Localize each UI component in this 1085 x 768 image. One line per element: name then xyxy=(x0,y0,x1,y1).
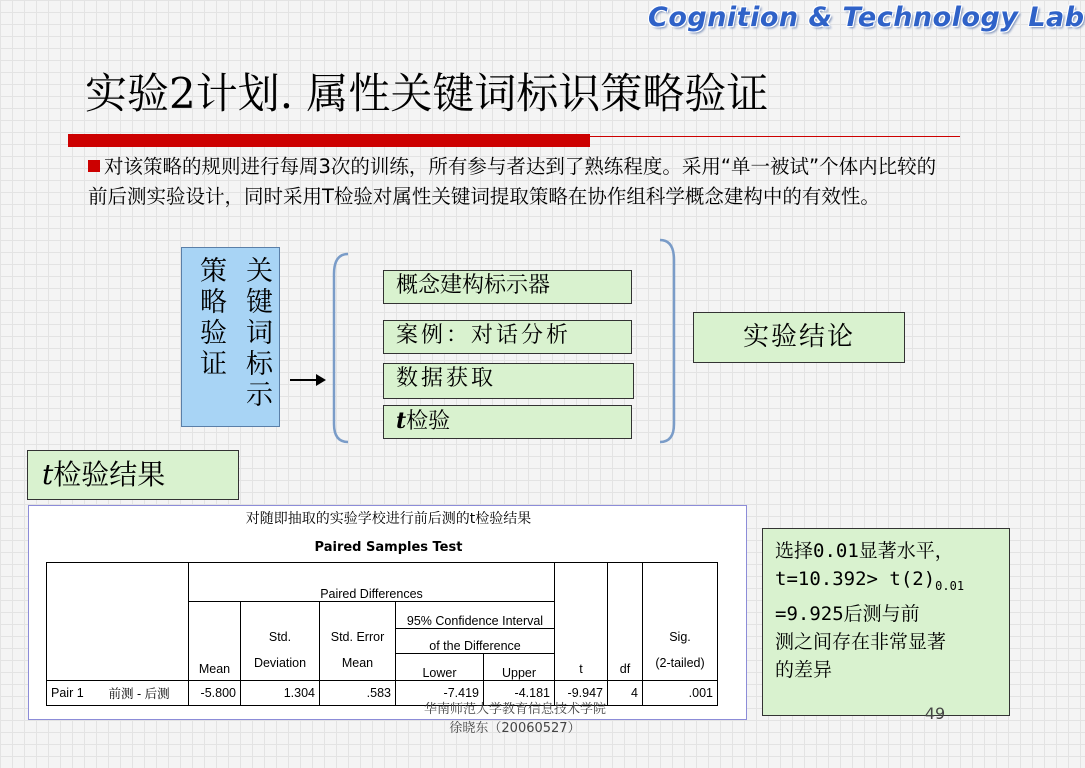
col-df: df xyxy=(608,563,643,681)
left-brace-icon xyxy=(334,254,348,442)
pair-variables: 前测 - 后测 xyxy=(105,681,189,706)
intro-text: 对该策略的规则进行每周3次的训练，所有参与者达到了熟练程度。采用“单一被试”个体内比较的前后测实验设计，同时采用T检验对属性关键词提取策略在协作组科学概念建构中的有效性。 xyxy=(88,155,937,208)
col-mean: Mean xyxy=(189,602,241,681)
lab-logo: Cognition & Technology Lab xyxy=(648,2,1085,33)
cell-mean: -5.800 xyxy=(189,681,241,706)
cell-lower: -7.419 xyxy=(396,681,484,706)
cell-sig: .001 xyxy=(643,681,718,706)
strategy-label-box xyxy=(181,247,280,427)
title-underline-bar xyxy=(68,134,590,147)
paired-differences-header: Paired Differences xyxy=(189,563,555,602)
cell-std-deviation: 1.304 xyxy=(241,681,320,706)
spss-output-panel xyxy=(28,505,747,720)
title-underline-line xyxy=(590,136,960,137)
table-row xyxy=(47,563,718,602)
cell-df: 4 xyxy=(608,681,643,706)
strategy-label-col-left: 策略验证 xyxy=(195,256,226,380)
step-case-analysis: 案例：对话分析 xyxy=(383,320,632,354)
footer-author: 华南师范大学教育信息技术学院 徐晓东（20060527） xyxy=(423,702,606,736)
cell-t: -9.947 xyxy=(555,681,608,706)
ci-header-line1: 95% Confidence Interval xyxy=(396,602,555,629)
cell-std-error-mean: .583 xyxy=(320,681,396,706)
step-data-acquisition: 数据获取 xyxy=(383,363,634,399)
cell-upper: -4.181 xyxy=(484,681,555,706)
table-row xyxy=(47,681,718,706)
slide-title: 实验2计划. 属性关键词标识策略验证 xyxy=(85,69,769,118)
ci-header-line2: of the Difference xyxy=(396,629,555,654)
right-brace-icon xyxy=(660,240,674,442)
significance-note: 选择0.01显著水平， $t=10.392> t(2)_{0.01}$ =9.925后测与前 测之间存在非常显著 的差异 xyxy=(762,528,1010,716)
arrow-right-icon xyxy=(290,379,324,381)
col-sig: Sig. (2-tailed) xyxy=(643,563,718,681)
page-number: 49 xyxy=(924,704,946,723)
col-std-error-mean: Std. Error Mean xyxy=(320,602,396,681)
col-t: t xyxy=(555,563,608,681)
conclusion-box: 实验结论 xyxy=(693,312,905,363)
intro-paragraph xyxy=(88,152,948,212)
col-std-deviation: Std. Deviation xyxy=(241,602,320,681)
col-lower: Lower xyxy=(396,654,484,681)
pair-label: Pair 1 xyxy=(47,681,105,706)
spss-table-title: Paired Samples Test xyxy=(314,540,463,555)
square-bullet-icon xyxy=(88,160,100,172)
t-test-result-heading: t检验结果 xyxy=(27,450,239,500)
step-concept-marker: 概念建构标示器 xyxy=(383,270,632,304)
paired-samples-table xyxy=(46,562,718,706)
strategy-label-col-right: 关键词标示 xyxy=(241,256,272,411)
spss-caption: 对随即抽取的实验学校进行前后测的t检验结果 xyxy=(245,511,532,527)
col-upper: Upper xyxy=(484,654,555,681)
step-t-test: t检验 xyxy=(383,405,632,439)
